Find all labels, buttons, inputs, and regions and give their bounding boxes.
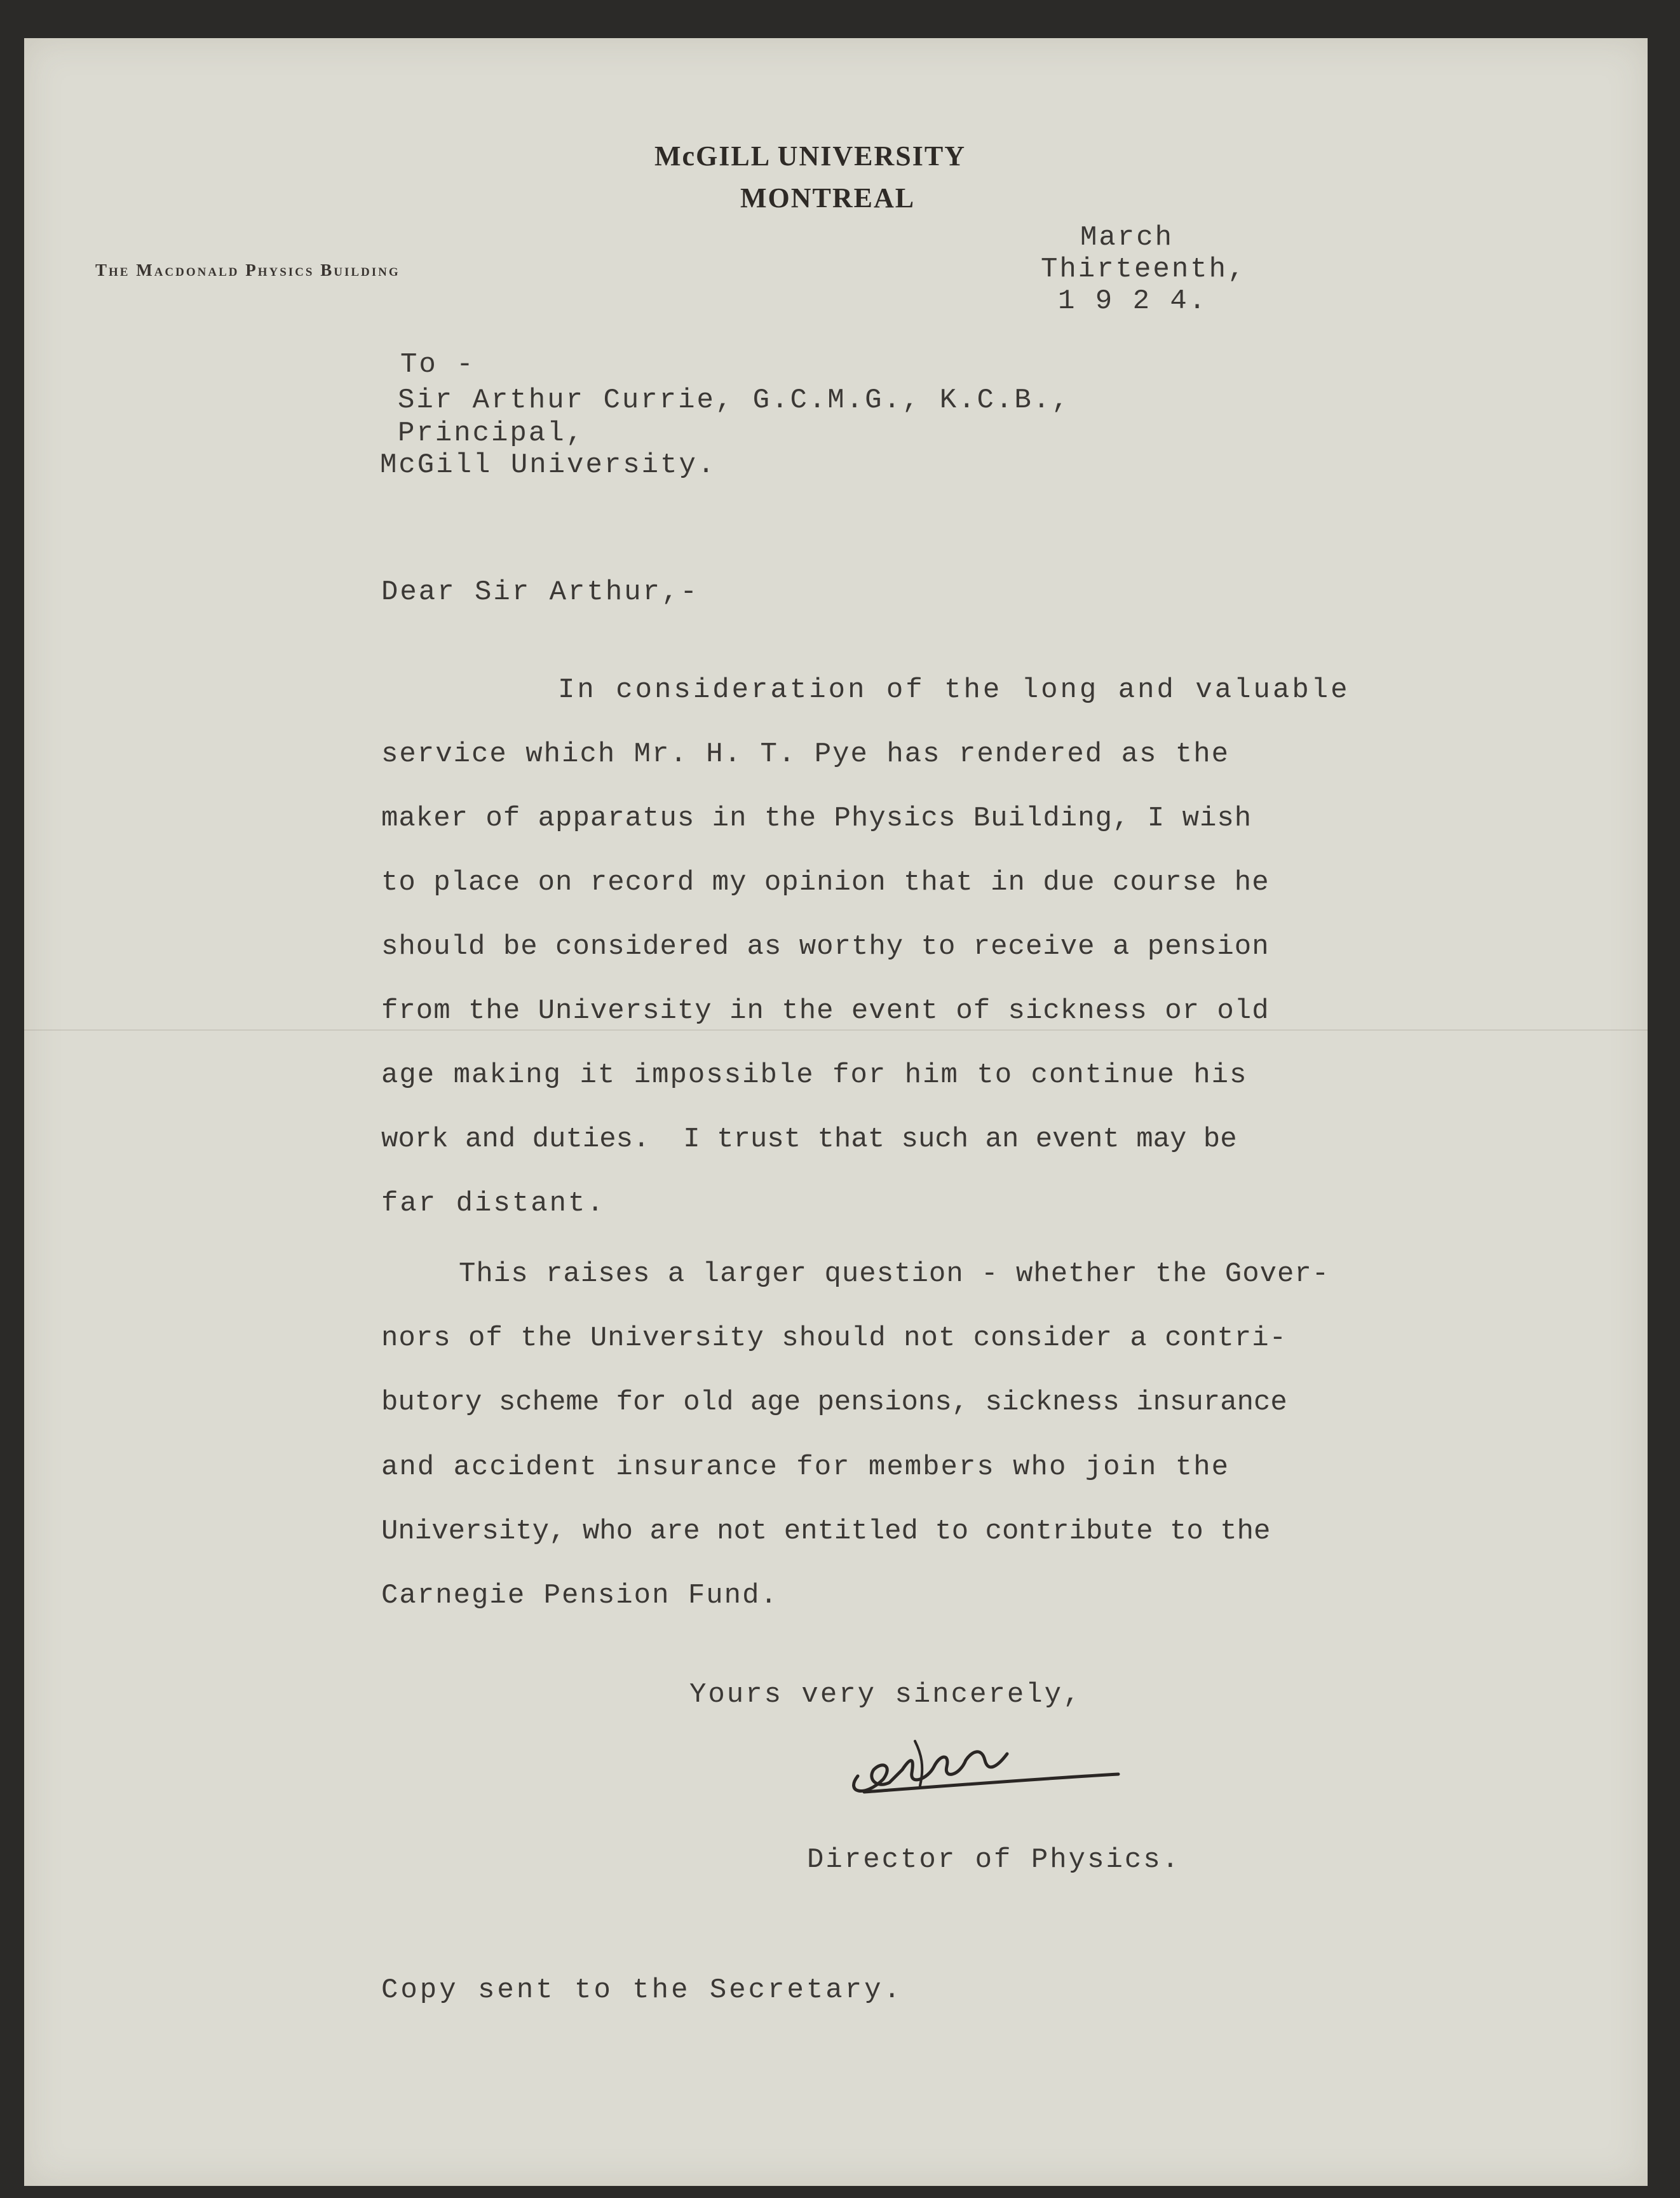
signer-title: Director of Physics. [807, 1844, 1181, 1876]
recipient-to: To - [400, 349, 475, 381]
body-line: to place on record my opinion that in due course he [381, 867, 1270, 899]
body-line: This raises a larger question - whether the Gover- [459, 1258, 1330, 1290]
body-line: work and duties. I trust that such an event may be [381, 1123, 1237, 1155]
closing: Yours very sincerely, [689, 1679, 1082, 1711]
body-line: nors of the University should not consider a contri- [381, 1322, 1287, 1354]
body-line: University, who are not entitled to contribute to the [381, 1516, 1271, 1547]
body-line: service which Mr. H. T. Pye has rendered as the [381, 738, 1230, 770]
body-line: butory scheme for old age pensions, sickness insurance [381, 1387, 1287, 1418]
recipient-title: Principal, [398, 417, 585, 449]
recipient-name: Sir Arthur Currie, G.C.M.G., K.C.B., [398, 384, 1071, 416]
body-line: should be considered as worthy to receive a pension [381, 931, 1270, 963]
date-month: March [1080, 222, 1174, 254]
recipient-institution: McGill University. [380, 449, 717, 481]
salutation: Dear Sir Arthur,- [381, 576, 699, 608]
body-line: from the University in the event of sickness or old [381, 995, 1270, 1027]
body-line: maker of apparatus in the Physics Building, I wish [381, 803, 1252, 834]
body-line: In consideration of the long and valuable [558, 674, 1350, 706]
letterhead-university: McGILL UNIVERSITY [654, 140, 966, 172]
signature [839, 1716, 1131, 1811]
body-line: and accident insurance for members who join the [381, 1451, 1230, 1483]
date-year: 1 9 2 4. [1058, 285, 1208, 317]
body-line: age making it impossible for him to continue his [381, 1059, 1248, 1091]
body-line: Carnegie Pension Fund. [381, 1580, 778, 1611]
date-day: Thirteenth, [1041, 254, 1247, 285]
body-line: far distant. [381, 1188, 606, 1219]
letterhead-building: The Macdonald Physics Building [95, 261, 400, 280]
letterhead-city: MONTREAL [740, 182, 916, 214]
paper-fold [24, 1029, 1648, 1031]
footnote: Copy sent to the Secretary. [381, 1974, 903, 2006]
